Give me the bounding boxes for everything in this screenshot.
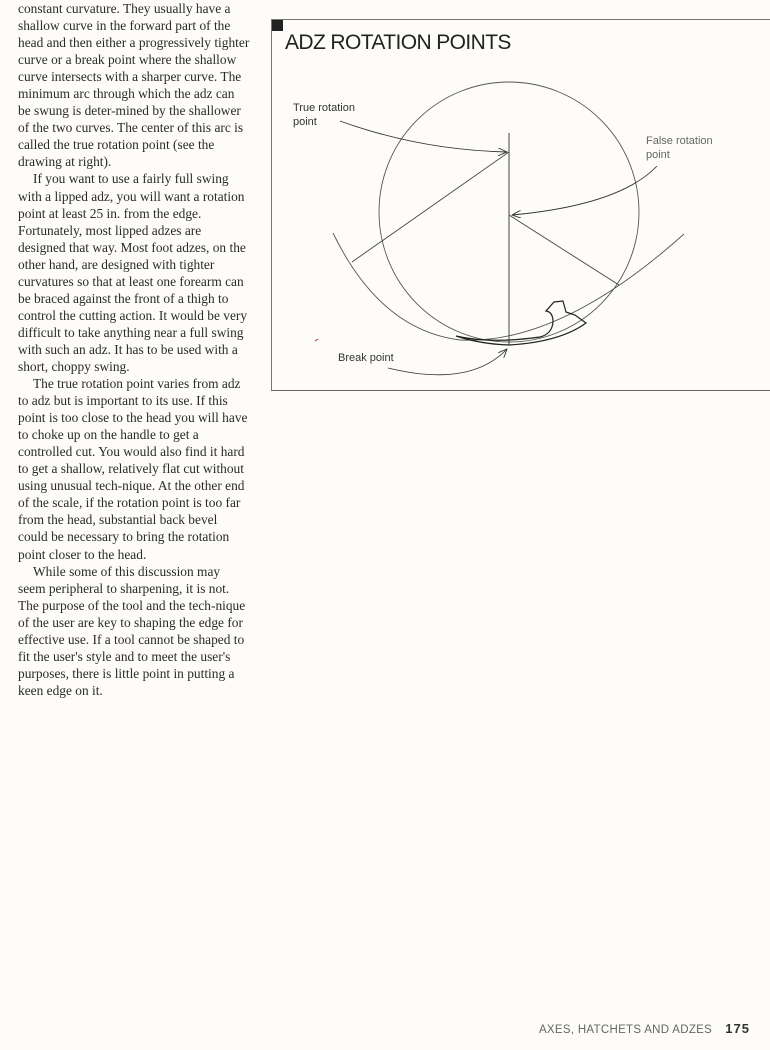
true-rotation-label: True rotation	[293, 102, 355, 114]
page-footer	[539, 1021, 750, 1036]
paragraph: constant curvature. They usually have a shallow curve in the forward part of the head and then either a progressively tighter curve or a break point where the shallow curve intersects with a sharper curve. The minimum arc through which the adz can be swung is deter-mined by the shallower of the two curves. The center of this arc is called the true rotation point (see the drawing at right).	[18, 1, 250, 170]
false-rotation-arrow	[512, 166, 657, 215]
false-rotation-label: point	[646, 149, 670, 161]
break-point-arrow	[388, 349, 507, 375]
false-radius-line	[509, 215, 619, 285]
running-head: AXES, HATCHETS AND ADZES	[538, 1024, 713, 1036]
true-rotation-label: point	[293, 116, 317, 128]
adz-rotation-diagram	[0, 0, 770, 400]
true-rotation-arrow	[340, 121, 507, 152]
paragraph: The true rotation point varies from adz to adz but is important to its use. If this point is too close to the head you will have to choke up on the handle to get a controlled cut. You would also find it hard to get a shallow, relatively flat cut without using unusual tech-nique. At the other end of the scale, if the rotation point is too far from the head, substantial back bevel could be necessary to bring the rotation point closer to the head.	[18, 376, 248, 562]
false-rotation-label: False rotation	[646, 135, 713, 147]
break-point-label: Break point	[338, 352, 394, 364]
paragraph: While some of this discussion may seem peripheral to sharpening, it is not. The purpose of the tool and the tech-nique of the user are key to shaping the edge for effective use. If a tool cannot be shaped to fit the user's style and to meet the user's purposes, there is little point in putting a keen edge on it.	[18, 563, 246, 698]
true-radius-line	[352, 152, 509, 262]
adz-head-profile	[456, 301, 586, 345]
page-number: 175	[725, 1021, 750, 1036]
figure-title: ADZ ROTATION POINTS	[285, 31, 511, 54]
stray-mark	[315, 339, 318, 341]
paragraph: If you want to use a fairly full swing with a lipped adz, you will want a rotation point at least 25 in. from the edge. Fortunately, most lipped adzes are designed that way. Most foot adzes, on the other hand, are designed with tighter curvatures so that at least one forearm can be braced against the front of a thigh to control the cutting action. It would be very difficult to take anything near a full swing with such an adz. It has to be used with a short, choppy swing.	[18, 171, 248, 374]
